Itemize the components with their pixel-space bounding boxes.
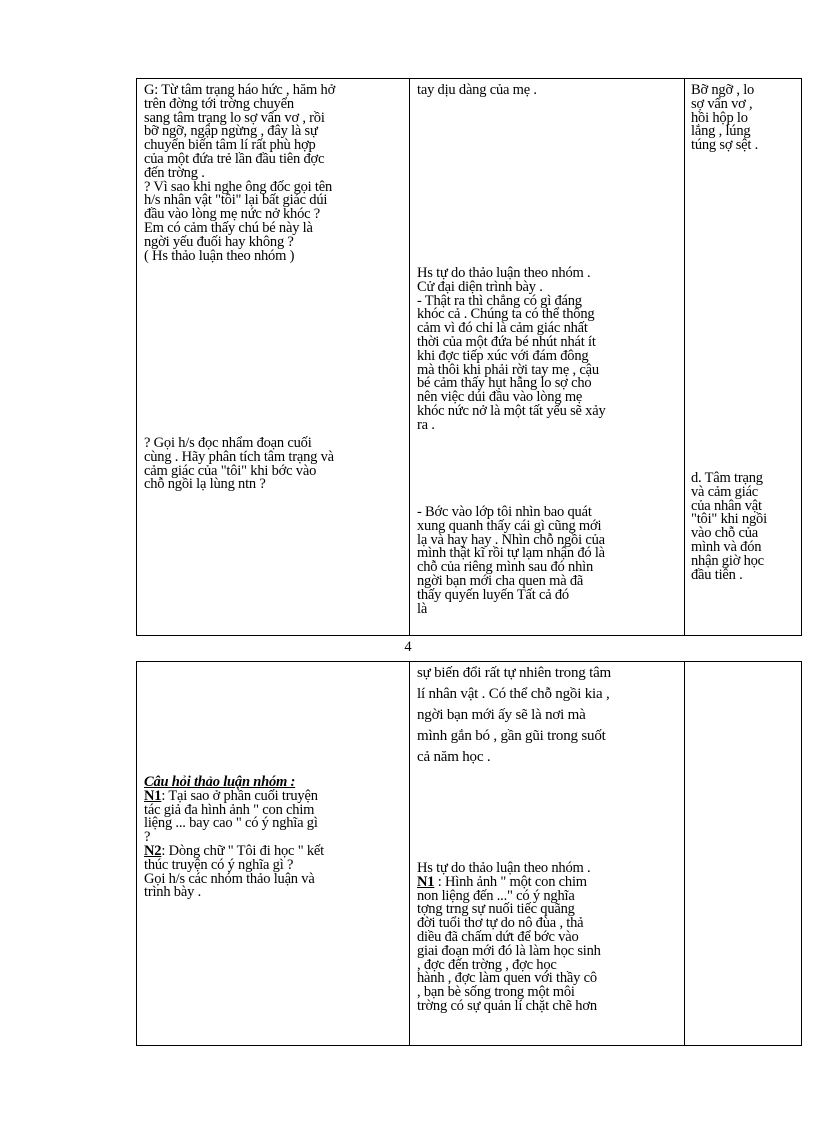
group-2-question: : Dòng chữ " Tôi đi học " kết thúc truyện có ý nghĩa gì ? Gọi h/s các nhóm thảo luận và trình bày . bbox=[144, 842, 324, 901]
teacher-question-2: ? Gọi h/s đọc nhẩm đoạn cuối cùng . Hãy phân tích tâm trạng và cảm giác của "tôi" khi bớc vào chỗ ngồi lạ lùng ntn ? bbox=[144, 435, 334, 493]
content-column bbox=[685, 79, 801, 635]
content-column bbox=[685, 662, 801, 1045]
student-answer-2: - Bớc vào lớp tôi nhìn bao quát xung quanh thấy cái gì cũng mới lạ và hay hay . Nhìn chỗ ngồi của mình thật kĩ rồi tự lạm nhận đó là chỗ của riêng mình sau đó nhìn ngời bạn mới cha quen mà đã thấy quyến luyến Tất cả đó là bbox=[417, 504, 605, 617]
student-answer-continued: tay dịu dàng của mẹ . bbox=[417, 82, 537, 98]
student-answer-continued: sự biến đổi rất tự nhiên trong tâm lí nhân vật . Có thể chỗ ngồi kia , ngời bạn mới ấy sẽ là nơi mà mình gắn bó , gần gũi trong suốt cả năm học . bbox=[417, 665, 612, 765]
teacher-activity-column bbox=[137, 662, 410, 1045]
teacher-activity-column bbox=[137, 79, 410, 635]
content-note-1: Bỡ ngỡ , lo sợ vẩn vơ , hồi hộp lo lắng , lúng túng sợ sệt . bbox=[691, 82, 759, 154]
student-discussion-answer bbox=[417, 862, 680, 1014]
lesson-table-bottom bbox=[136, 661, 802, 1046]
content-note-2: d. Tâm trạng và cảm giác của nhân vật "tôi" khi ngồi vào chỗ của mình và đón nhận giờ học đầu tiên . bbox=[691, 470, 767, 583]
discussion-intro: Hs tự do thảo luận theo nhóm . bbox=[417, 860, 591, 876]
group-1-answer-label: N1 bbox=[417, 873, 435, 890]
group-1-question: : Tại sao ở phần cuối truyện tác giả đa hình ảnh " con chim liệng ... bay cao " có ý nghĩa gì ? bbox=[144, 787, 318, 846]
lesson-table-top bbox=[136, 78, 802, 636]
group-1-answer: : Hình ảnh " một con chim non liệng đến ..." có ý nghĩa tợng trng sự nuối tiếc quãng đời tuổi thơ tự do nô đùa , thả diều đã chấm dứt để bớc vào giai đoạn mới đó là làm học sinh , đợc đến trờng , đợc học hành , đợc làm quen với thầy cô , bạn bè sống trong một môi trờng có sự quản lí chặt chẽ hơn bbox=[417, 873, 601, 1014]
discussion-questions bbox=[144, 776, 405, 900]
group-2-label: N2 bbox=[144, 842, 162, 859]
student-answer-1: Hs tự do thảo luận theo nhóm . Cử đại diện trình bày . - Thật ra thì chẳng có gì đáng khóc cả . Chúng ta có thể thông cảm vì đó chỉ là cảm giác nhất thời của một đứa bé nhút nhát ít khi đợc tiếp xúc với đám đông mà thôi khi phải rời tay mẹ , cậu bé cảm thấy hụt hẫng lo sợ cho nên việc dúi đầu vào lòng mẹ khóc nức nở là một tất yếu sẽ xảy ra . bbox=[417, 265, 606, 433]
group-1-label: N1 bbox=[144, 787, 162, 804]
student-activity-column bbox=[410, 662, 685, 1045]
student-activity-column bbox=[410, 79, 685, 635]
page-number: 4 bbox=[404, 639, 412, 655]
teacher-question-1: G: Từ tâm trạng háo hức , hăm hở trên đờng tới trờng chuyển sang tâm trạng lo sợ vẩn vơ , rồi bỡ ngỡ, ngập ngừng , đây là sự chuyển biến tâm lí rất phù hợp của một đứa trẻ lần đầu tiên đợc đến trờng . ? Vì sao khi nghe ông đốc gọi tên h/s nhân vật "tôi" lại bất giác dúi đầu vào lòng mẹ nức nở khóc ? Em có cảm thấy chú bé này là ngời yếu đuối hay không ? ( Hs thảo luận theo nhóm ) bbox=[144, 82, 336, 264]
discussion-heading: Câu hỏi thảo luận nhóm : bbox=[144, 774, 296, 790]
